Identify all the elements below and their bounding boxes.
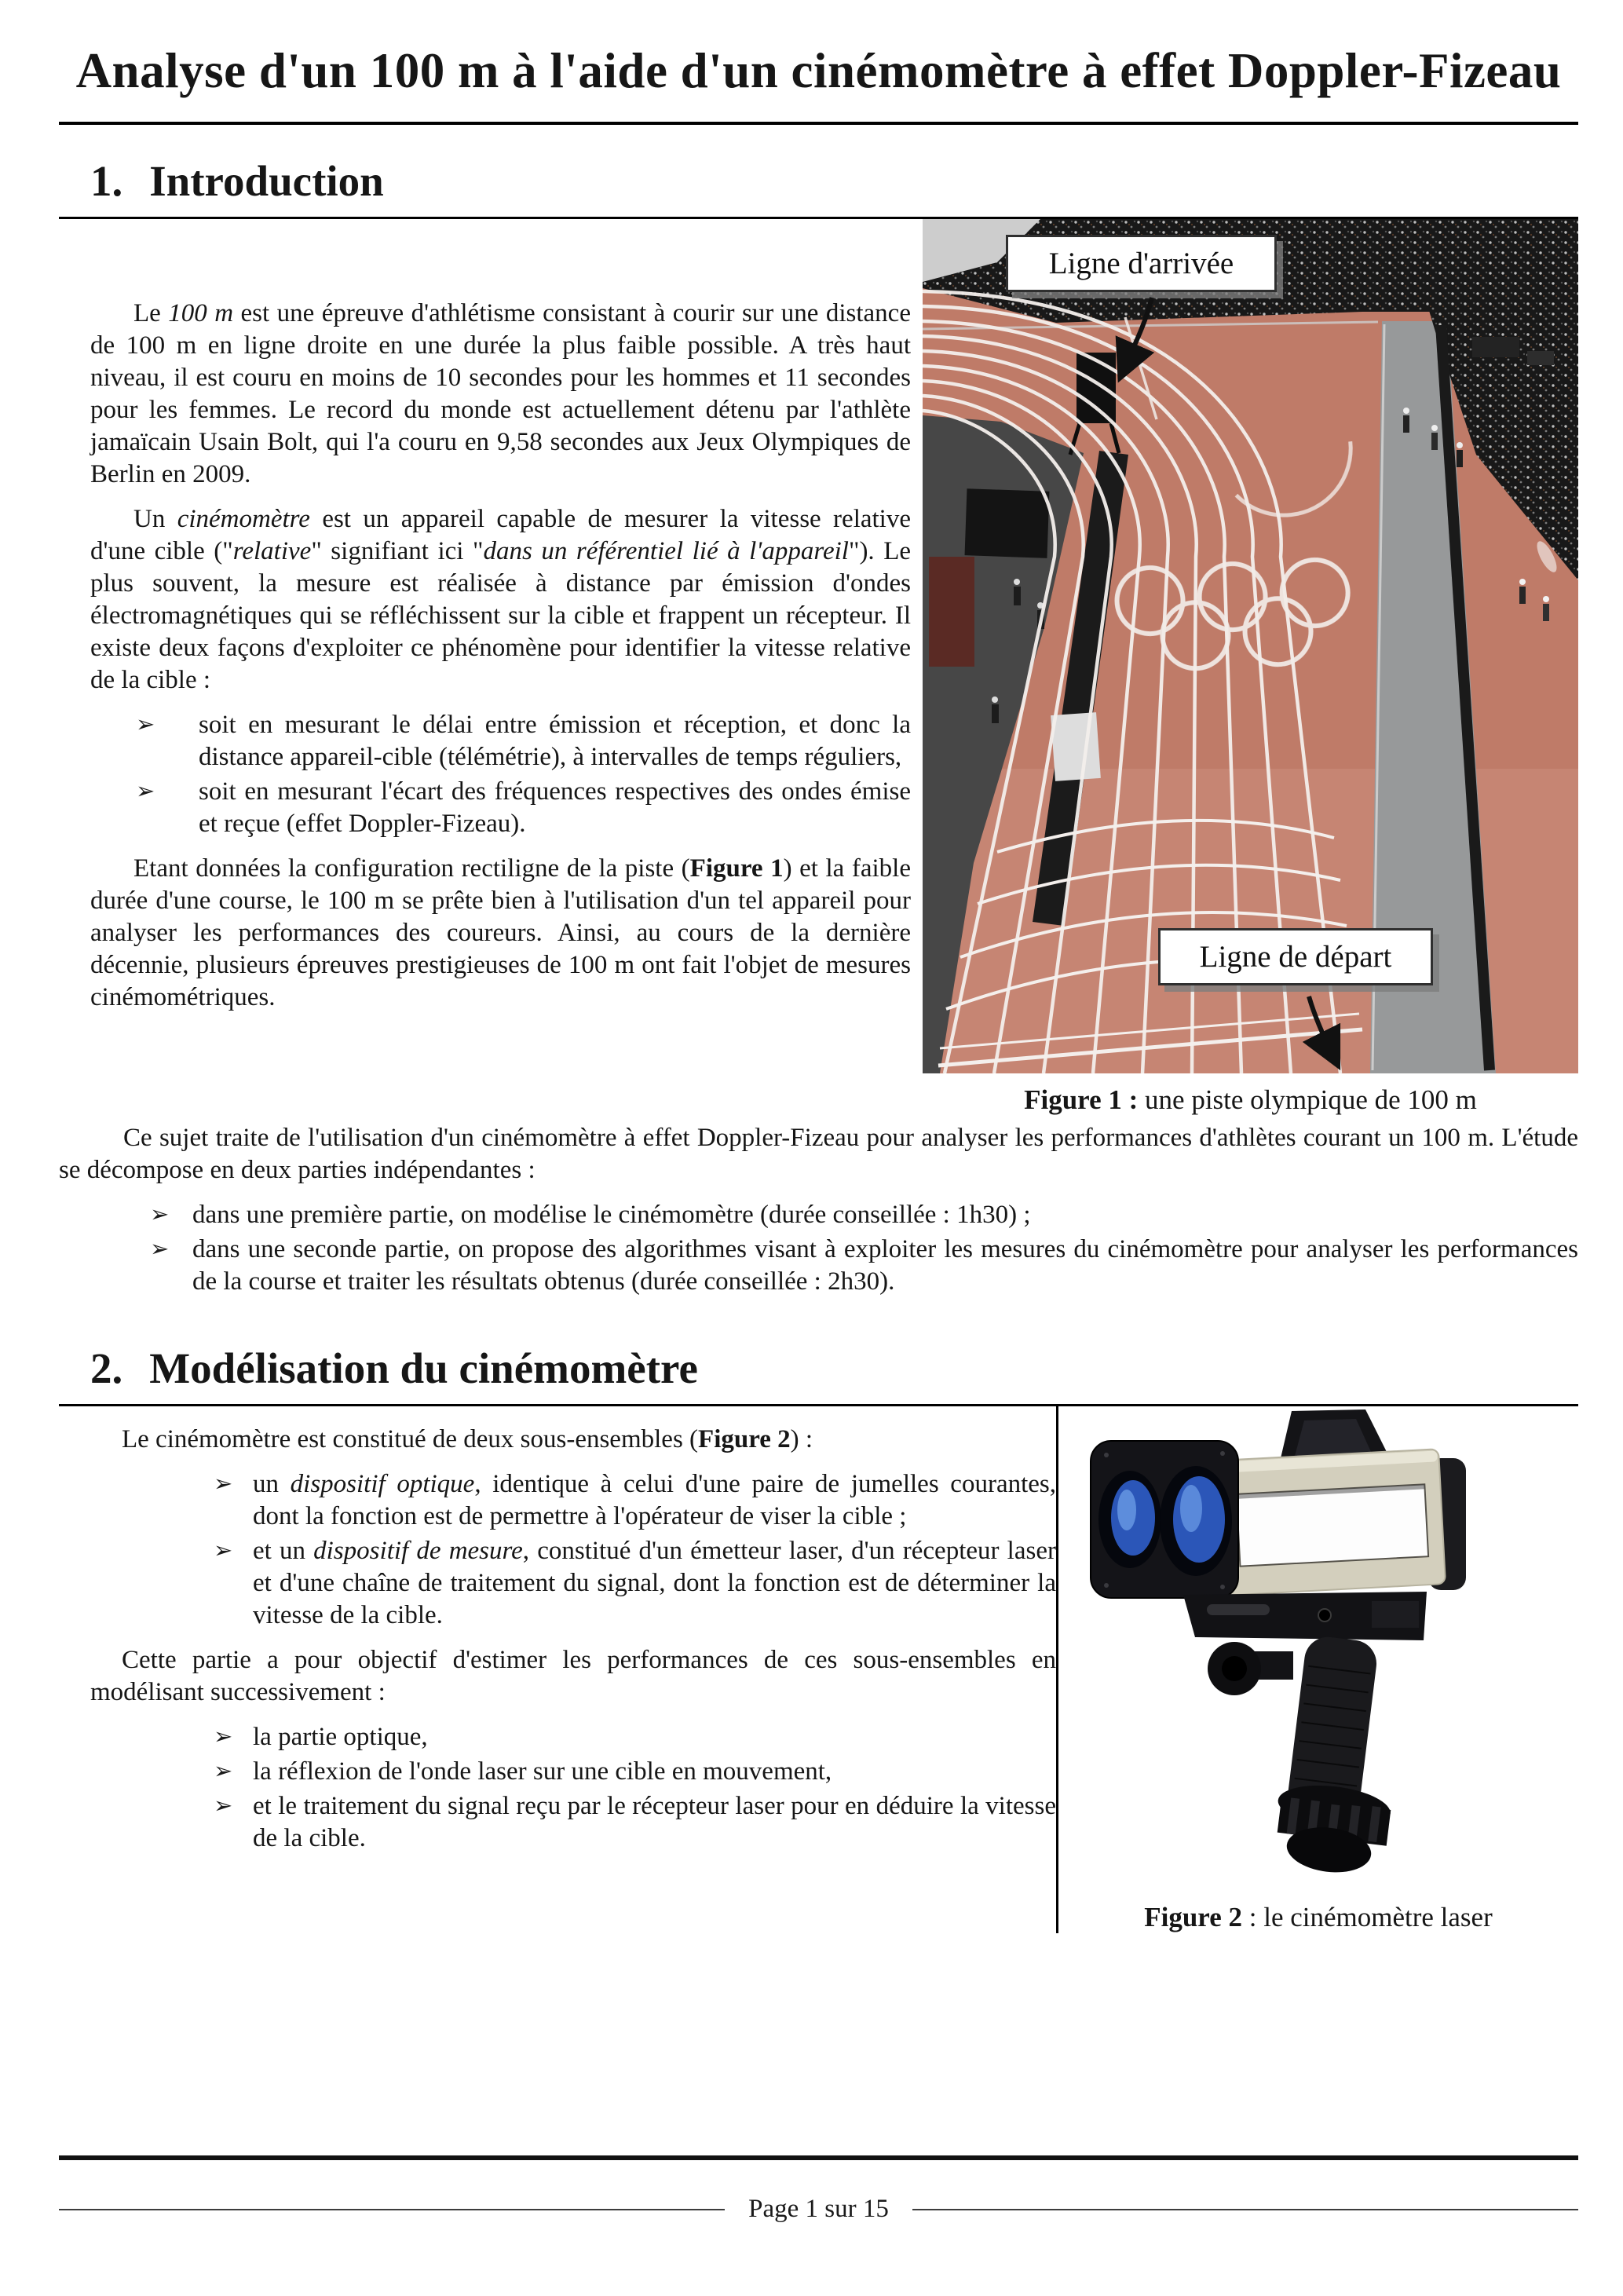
gun-lens-left [1098, 1471, 1161, 1568]
figure1-caption-text: une piste olympique de 100 m [1138, 1084, 1477, 1115]
gun-side-knob [1208, 1642, 1293, 1695]
gun-base-knob [1270, 1780, 1392, 1879]
list-item [150, 1199, 1578, 1231]
bullet-arrow-icon: ➢ [214, 1537, 233, 1563]
bullet-arrow-icon: ➢ [214, 1471, 233, 1497]
figure2-caption-text: : le cinémomètre laser [1242, 1901, 1493, 1932]
list-item [214, 1756, 1056, 1788]
figure1-photo [923, 219, 1578, 1073]
section1-title: Introduction [149, 156, 384, 205]
page-footer [59, 2155, 1578, 2224]
figure2-caption-label: Figure 2 [1144, 1901, 1242, 1932]
list-item [214, 1535, 1056, 1632]
footer-divider [59, 2155, 1578, 2160]
cinemometer-photo-svg [1089, 1409, 1548, 1881]
list-item [136, 709, 911, 773]
gun-lens-block [1091, 1441, 1238, 1598]
gun-body [1203, 1449, 1446, 1596]
figure1-caption [923, 1084, 1578, 1116]
list-item [214, 1790, 1056, 1855]
section1-number: 1. [90, 156, 123, 205]
section2-title: Modélisation du cinémomètre [149, 1344, 698, 1392]
title-divider [59, 122, 1578, 125]
bullet-arrow-icon: ➢ [136, 778, 155, 804]
section1-body [59, 219, 1578, 1116]
list-item-text: soit en mesurant l'écart des fréquences respectives des ondes émise et reçue (effet Doppler-Fizeau). [199, 777, 911, 838]
section2-number: 2. [90, 1344, 123, 1392]
bullet-list [90, 1721, 1056, 1855]
paragraph: Le 100 m est une épreuve d'athlétisme consistant à courir sur une distance de 100 m en ligne droite en une durée la plus faible possible. A très haut niveau, il est couru en moins de 10 secondes pour les hommes et 11 secondes pour les femmes. Le record du monde est actuellement détenu par l'athlète jamaïcain Usain Bolt, qui l'a couru en 9,58 secondes aux Jeux Olympiques de Berlin en 2009. [90, 298, 911, 488]
figure1-caption-label: Figure 1 : [1024, 1084, 1139, 1115]
footer-left-line [59, 2209, 725, 2210]
gun-mid-slab [1183, 1592, 1427, 1640]
list-item-text: dans une première partie, on modélise le cinémomètre (durée conseillée : 1h30) ; [192, 1200, 1031, 1229]
list-item-text: et un dispositif de mesure, constitué d'un émetteur laser, d'un récepteur laser et d'une chaîne de traitement du signal, dont la fonction est de déterminer la vitesse de la cible. [253, 1536, 1056, 1629]
paragraph: Cette partie a pour objectif d'estimer les performances de ces sous-ensembles en modélisant successivement : [90, 1645, 1056, 1706]
section1-text-column [90, 298, 911, 1026]
section1-heading [90, 156, 1578, 206]
figure2-caption [1058, 1902, 1578, 1933]
figure2-cell [1056, 1406, 1578, 1933]
start-line-arrow-icon [1290, 993, 1361, 1070]
section2-body [59, 1406, 1578, 1933]
bullet-arrow-icon: ➢ [214, 1724, 233, 1749]
bullet-arrow-icon: ➢ [214, 1793, 233, 1819]
finish-line-label: Ligne d'arrivée [1006, 235, 1277, 292]
figure1 [923, 219, 1578, 1116]
bullet-list [90, 709, 911, 840]
list-item-text: la partie optique, [253, 1722, 428, 1751]
paragraph: Un cinémomètre est un appareil capable de mesurer la vitesse relative d'une cible ("relative" signifiant ici "dans un référentiel lié à l'appareil"). Le plus souvent, la mesure est réalisée à distance par émission d'ondes électromagnétiques qui se réfléchissent sur la cible et frappent un récepteur. Il existe deux façons d'exploiter ce phénomène pour identifier la vitesse relative de la cible : [90, 504, 912, 694]
paragraph: Ce sujet traite de l'utilisation d'un cinémomètre à effet Doppler-Fizeau pour analyser les performances d'athlètes courant un 100 m. L'étude se décompose en deux parties indépendantes : [59, 1123, 1578, 1184]
list-item [136, 776, 911, 840]
bullet-list [90, 1468, 1056, 1632]
bullet-arrow-icon: ➢ [214, 1758, 233, 1784]
section2-text-column [59, 1406, 1056, 1933]
list-item-text: dans une seconde partie, on propose des algorithmes visant à exploiter les mesures du cinémomètre pour analyser les performances de la course et traiter les résultats obtenus (durée conseillée : 2h30). [192, 1234, 1578, 1296]
list-item-text: et le traitement du signal reçu par le récepteur laser pour en déduire la vitesse de la cible. [253, 1791, 1056, 1852]
bullet-arrow-icon: ➢ [136, 711, 155, 737]
bullet-arrow-icon: ➢ [150, 1236, 170, 1262]
bullet-list [59, 1199, 1578, 1298]
bullet-arrow-icon: ➢ [150, 1201, 170, 1227]
list-item-text: soit en mesurant le délai entre émission et réception, et donc la distance appareil-cible (télémétrie), à intervalles de temps réguliers, [199, 710, 911, 771]
paragraph: Etant données la configuration rectiligne de la piste (Figure 1) et la faible durée d'une course, le 100 m se prête bien à l'utilisation d'un tel appareil pour analyser les performances des coureurs. Ainsi, au cours de la dernière décennie, plusieurs épreuves prestigieuses de 100 m ont fait l'objet de mesures cinémométriques. [90, 854, 911, 1011]
page-number: Page 1 sur 15 [748, 2195, 889, 2223]
footer-right-line [912, 2209, 1578, 2210]
gun-lens-right [1160, 1466, 1232, 1576]
list-item [214, 1721, 1056, 1753]
page-number-bar [59, 2195, 1578, 2224]
section2-heading [90, 1344, 1578, 1393]
list-item [150, 1234, 1578, 1298]
start-line-label: Ligne de départ [1158, 928, 1433, 985]
list-item-text: la réflexion de l'onde laser sur une cible en mouvement, [253, 1757, 832, 1786]
figure2 [1058, 1409, 1578, 1933]
list-item-text: un dispositif optique, identique à celui d'une paire de jumelles courantes, dont la fonction est de permettre à l'opérateur de viser la cible ; [253, 1469, 1056, 1530]
paragraph: Le cinémomètre est constitué de deux sous-ensembles (Figure 2) : [122, 1424, 813, 1453]
finish-line-arrow-icon [1103, 294, 1174, 389]
list-item [214, 1468, 1056, 1533]
page-title: Analyse d'un 100 m à l'aide d'un cinémomètre à effet Doppler-Fizeau [75, 43, 1562, 98]
